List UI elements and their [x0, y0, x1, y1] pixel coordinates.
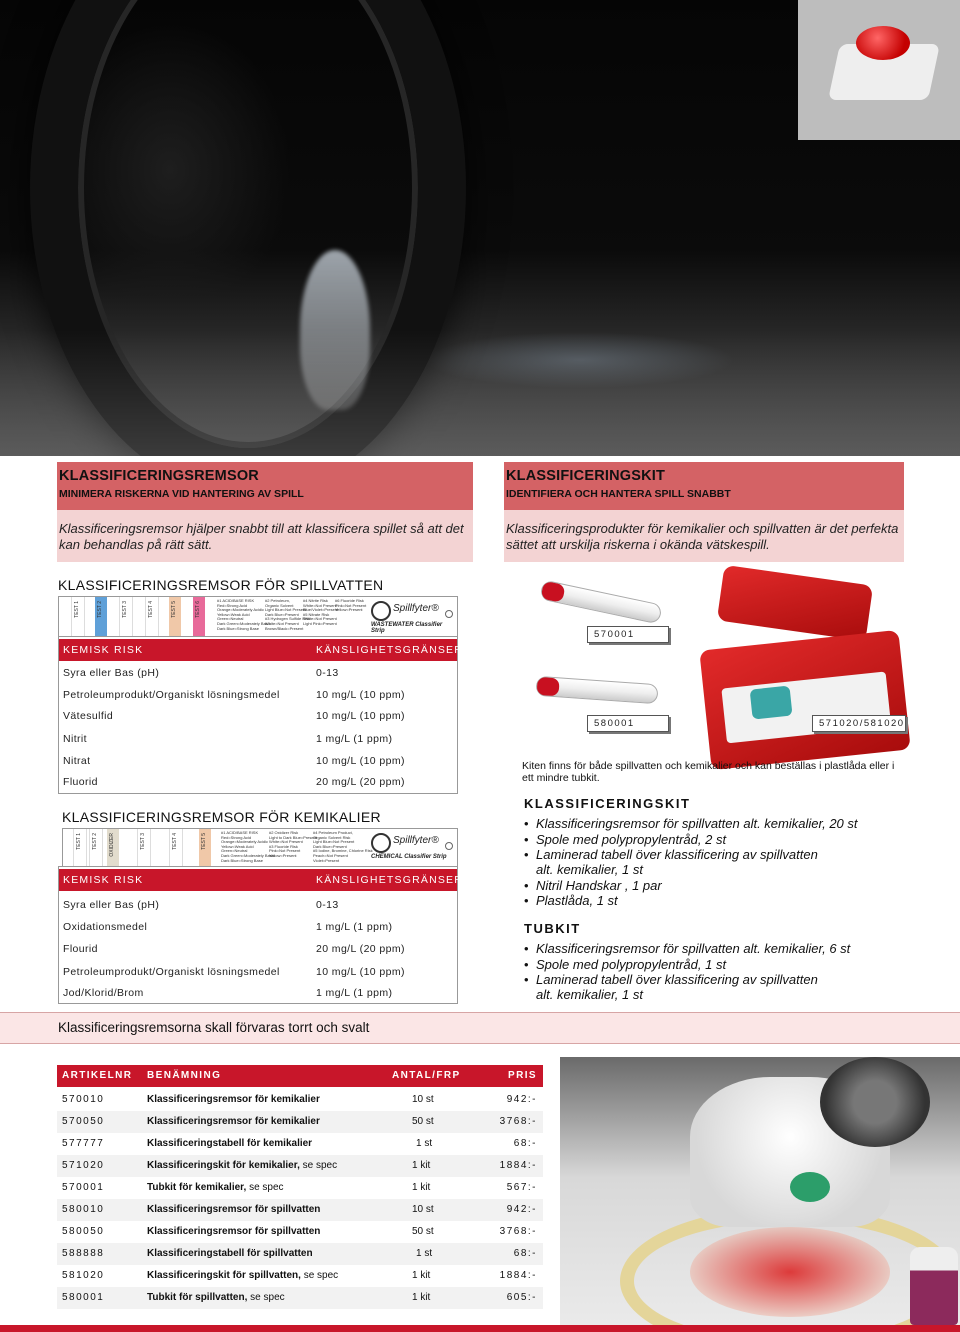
table-cell: 10 mg/L (10 ppm): [316, 710, 405, 722]
water-splash-image: [300, 250, 370, 410]
strip-legend: #1 ACID/BASE RISK Red=Strong Acid Orange=Moderately Acidic Yellow=Weak Acid Green=Neutral Dark Green=Moderately Basic Dark Blue=Strong Base: [221, 830, 275, 863]
wastewater-table: [58, 636, 464, 794]
spillfyter-logo-icon: [371, 601, 391, 621]
kit-list-item: • Klassificeringsremsor för spillvatten alt. kemikalier, 20 st: [524, 816, 858, 831]
footer-rule: [0, 1325, 960, 1332]
left-intro-text: Klassificeringsremsor hjälper snabbt till att klassificera spillet så att det kan behandlas på rätt sätt.: [59, 521, 464, 552]
table-cell: Vätesulfid: [63, 710, 114, 722]
price-row: 580010 Klassificeringsremsor för spillvatten 10 st 942:-: [57, 1199, 543, 1221]
right-intro-text: Klassificeringsprodukter för kemikalier och spillvatten är det perfekta sättet att urskilja riskerna i okända vätskespill.: [506, 521, 899, 552]
left-header-band: [57, 462, 473, 510]
kit-list-item: • Laminerad tabell över klassificering av spillvatten: [524, 847, 818, 862]
table-cell: 0-13: [316, 667, 339, 679]
chemical-strip: [62, 828, 458, 870]
price-row: 570001 Tubkit för kemikalier, se spec 1 kit 567:-: [62, 1182, 537, 1193]
col-kemisk-risk: KEMISK RISK: [63, 644, 144, 656]
col-kanslighetsgranser: KÄNSLIGHETSGRÄNSER: [316, 644, 464, 656]
right-header-band: [504, 462, 904, 510]
hole-icon: [445, 610, 453, 618]
strip-pad: TEST 3: [137, 829, 151, 869]
price-row: 580001 Tubkit för spillvatten, se spec 1 kit 605:-: [57, 1287, 543, 1309]
strip-legend: #2 Oxidizer Risk Light to Dark Blue=Present White=Not Present #3 Fluoride Risk Pink=Not Present Yellow=Present: [269, 830, 317, 858]
product-description: Kiten finns för både spillvatten och kemikalier och kan beställas i plastlåda eller i ett mindre tubkit.: [522, 760, 895, 784]
right-header-subtitle: IDENTIFIERA OCH HANTERA SPILL SNABBT: [506, 488, 731, 500]
table-cell: 20 mg/L (20 ppm): [316, 776, 405, 788]
kit-list-item: • Nitril Handskar , 1 par: [524, 878, 662, 893]
price-row: 588888 Klassificeringstabell för spillvatten 1 st 68:-: [57, 1243, 543, 1265]
kit-list-item: • Spole med polypropylentråd, 2 st: [524, 832, 727, 847]
strip-legend: #6 Fluoride Risk Pink=Not Present Yellow=Present: [335, 598, 367, 613]
tube-list-item: alt. kemikalier, 1 st: [536, 987, 643, 1002]
strip-pad: TEST 3: [119, 597, 133, 637]
brand-logo: Spillfyter®: [393, 603, 439, 614]
storage-note: Klassificeringsremsorna skall förvaras torrt och svalt: [58, 1020, 370, 1035]
table-cell: Petroleumprodukt/Organiskt lösningsmedel: [63, 689, 280, 701]
strip-pad: TEST 5: [169, 597, 181, 637]
brand-logo: Spillfyter®: [393, 835, 439, 846]
kit-heading: KLASSIFICERINGSKIT: [524, 796, 691, 811]
price-row: 581020 Klassificeringskit för spillvatten, se spec 1 kit 1884:-: [62, 1270, 537, 1281]
sku-label: 571020/581020: [812, 715, 906, 732]
table-cell: Syra eller Bas (pH): [63, 667, 160, 679]
sku-label: 570001: [587, 626, 669, 643]
strip-legend: #1 ACID/BASE RISK Red=Strong Acid Orange=Moderately Acidic Yellow=Weak Acid Green=Neutral Dark Green=Moderately Basic Dark Blue=Strong Base: [217, 598, 271, 631]
strip-pad: OXIDIZER: [107, 829, 119, 869]
kit-case-image: [717, 565, 873, 641]
kit-list-item: • Plastlåda, 1 st: [524, 893, 618, 908]
tube-heading: TUBKIT: [524, 921, 581, 936]
table-cell: Nitrat: [63, 755, 91, 767]
strip-pad: TEST 6: [193, 597, 205, 637]
col-pris: PRIS: [508, 1070, 537, 1081]
brand-subtitle: CHEMICAL Classifier Strip: [371, 854, 447, 860]
tube-list-item: • Laminerad tabell över klassificering av spillvatten: [524, 972, 818, 987]
chemical-table: [58, 866, 464, 1004]
kit-case-open-image: [699, 630, 910, 770]
col-antal: ANTAL/FRP: [392, 1070, 461, 1081]
sku-label: 580001: [587, 715, 669, 732]
wastewater-strip: [58, 596, 458, 638]
hazmat-worker-photo: [560, 1057, 960, 1325]
left-intro-band: [57, 510, 473, 562]
price-table-header: [57, 1065, 543, 1087]
table-cell: 1 mg/L (1 ppm): [316, 921, 393, 933]
table-cell: 0-13: [316, 899, 339, 911]
tube-list-item: • Klassificeringsremsor för spillvatten alt. kemikalier, 6 st: [524, 941, 851, 956]
col-benamning: BENÄMNING: [147, 1070, 222, 1081]
table-cell: Oxidationsmedel: [63, 921, 148, 933]
table-header: [59, 639, 464, 661]
strip-pad: TEST 1: [71, 597, 85, 637]
strip-pad: TEST 2: [89, 829, 103, 869]
tube-kit-image: [535, 676, 658, 704]
table-cell: 1 mg/L (1 ppm): [316, 733, 393, 745]
table-cell: Flourid: [63, 943, 98, 955]
table-cell: 10 mg/L (10 ppm): [316, 966, 405, 978]
table-cell: 10 mg/L (10 ppm): [316, 689, 405, 701]
brand-subtitle: WASTEWATER Classifier Strip: [371, 622, 443, 634]
storage-note-band: [0, 1012, 960, 1044]
hero-photo: [0, 0, 960, 456]
price-row: 577777 Klassificeringstabell för kemikalier 1 st 68:-: [62, 1138, 537, 1149]
table-cell: Fluorid: [63, 776, 98, 788]
strip-pad: TEST 2: [95, 597, 107, 637]
strip-pad: TEST 4: [145, 597, 159, 637]
tube-kit-image: [539, 580, 662, 625]
price-row: 570050 Klassificeringsremsor för kemikalier 50 st 3768:-: [57, 1111, 543, 1133]
tube-list-item: • Spole med polypropylentråd, 1 st: [524, 957, 727, 972]
hole-icon: [445, 842, 453, 850]
strip-legend: #4 Petroleum Product, Organic Solvent Risk Light Blue=Not Present Dark Blue=Present #5 Iodine, Bromine, Chlorine Risk Peach=Not Present Violet=Present: [313, 830, 373, 863]
strip-pad: TEST 1: [73, 829, 87, 869]
table-cell: 20 mg/L (20 ppm): [316, 943, 405, 955]
table-cell: Syra eller Bas (pH): [63, 899, 160, 911]
kit-list-item: alt. kemikalier, 1 st: [536, 862, 643, 877]
price-row: 570010 Klassificeringsremsor för kemikalier 10 st 942:-: [62, 1094, 537, 1105]
right-header-title: KLASSIFICERINGSKIT: [506, 468, 666, 484]
table-cell: Petroleumprodukt/Organiskt lösningsmedel: [63, 966, 280, 978]
strip-legend: #4 Nitrite Risk White=Not Present Blue/Violet=Present #5 Nitrate Risk White=Not Present Light Pink=Present: [303, 598, 339, 626]
table-cell: 1 mg/L (1 ppm): [316, 987, 393, 999]
price-row: 580050 Klassificeringsremsor för spillvatten 50 st 3768:-: [62, 1226, 537, 1237]
col-kemisk-risk: KEMISK RISK: [63, 874, 144, 886]
spillfyter-logo-icon: [371, 833, 391, 853]
left-header-title: KLASSIFICERINGSREMSOR: [59, 468, 259, 484]
table-cell: 10 mg/L (10 ppm): [316, 755, 405, 767]
emergency-button-image: [798, 0, 960, 140]
price-row: 571020 Klassificeringskit för kemikalier, se spec 1 kit 1884:-: [57, 1155, 543, 1177]
col-kanslighetsgranser: KÄNSLIGHETSGRÄNSER: [316, 874, 464, 886]
strip-pad: TEST 4: [169, 829, 183, 869]
table-cell: Jod/Klorid/Brom: [63, 987, 144, 999]
table-header: [59, 869, 464, 891]
right-intro-band: [504, 510, 904, 562]
strip-pad: TEST 5: [199, 829, 211, 869]
chemical-section-title: KLASSIFICERINGSREMSOR FÖR KEMIKALIER: [62, 809, 381, 825]
wastewater-section-title: KLASSIFICERINGSREMSOR FÖR SPILLVATTEN: [58, 577, 384, 593]
strip-legend: #2 Petroleum, Organic Solvent Light Blue=Not Present Dark Blue=Present #3 Hydrogen Sulfide Risk White=Not Present Brown/Black=Present: [265, 598, 311, 631]
col-artikelnr: ARTIKELNR: [62, 1070, 133, 1081]
table-cell: Nitrit: [63, 733, 87, 745]
left-header-subtitle: MINIMERA RISKERNA VID HANTERING AV SPILL: [59, 488, 304, 500]
